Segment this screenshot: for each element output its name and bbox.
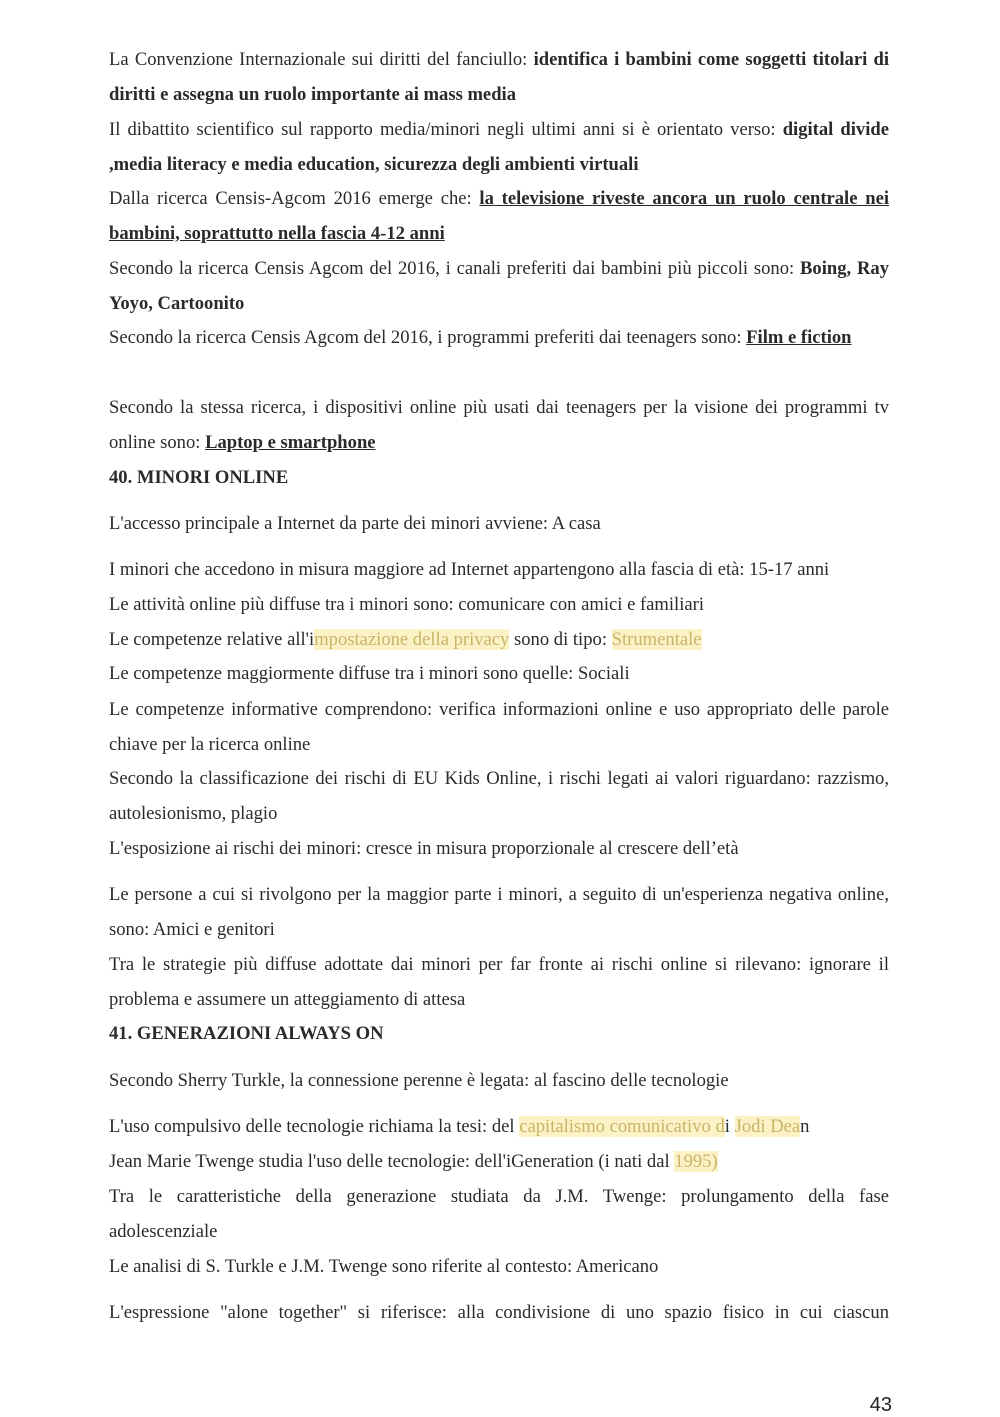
paragraph-attivita: Le attività online più diffuse tra i minori sono: comunicare con amici e familiari [109,594,704,615]
paragraph-text: L'uso compulsivo delle tecnologie richiama la tesi: del [109,1116,520,1137]
paragraph-jodi-dean [109,1110,889,1145]
paragraph-competenze-informative: Le competenze informative comprendono: verifica informazioni online e uso appropriato delle parole chiave per la ricerca online [109,699,889,755]
paragraph-alone-together: L'espressione "alone together" si riferisce: alla condivisione di uno spazio fisico in cui ciascun [109,1302,889,1323]
section-heading-41: 41. GENERAZIONI ALWAYS ON [109,1023,384,1044]
paragraph-dispositivi [109,391,889,461]
paragraph-answer: identifica i bambini come soggetti titolari di diritti e assegna un ruolo importante ai mass media [109,49,889,105]
paragraph-fascia-eta: I minori che accedono in misura maggiore ad Internet appartengono alla fascia di età: 15-17 anni [109,559,830,580]
paragraph-text: Jean Marie Twenge studia l'uso delle tecnologie: dell'iGeneration (i nati dal [109,1151,675,1172]
paragraph-persone: Le persone a cui si rivolgono per la maggior parte i minori, a seguito di un'esperienza negativa online, sono: Amici e genitori [109,884,889,940]
highlight: capitalismo comunicativo d [519,1116,725,1137]
paragraph-turkle: Secondo Sherry Turkle, la connessione perenne è legata: al fascino delle tecnologie [109,1070,729,1091]
paragraph-answer: digital divide ,media literacy e media education, sicurezza degli ambienti virtuali [109,119,889,175]
page-number: 43 [869,1394,892,1416]
paragraph-answer: la televisione riveste ancora un ruolo centrale nei bambini, soprattutto nella fascia 4-12 anni [109,188,889,244]
paragraph-esposizione: L'esposizione ai rischi dei minori: cresce in misura proporzionale al crescere dell’età [109,838,739,859]
paragraph-privacy [109,623,889,658]
paragraph-text: Il dibattito scientifico sul rapporto media/minori negli ultimi anni si è orientato verso: [109,119,783,140]
section-heading-40: 40. MINORI ONLINE [109,467,289,488]
paragraph-contesto: Le analisi di S. Turkle e J.M. Twenge sono riferite al contesto: Americano [109,1256,659,1277]
paragraph-accesso: L'accesso principale a Internet da parte dei minori avviene: A casa [109,513,601,534]
paragraph-answer: Laptop e smartphone [205,431,376,453]
paragraph-censis-2016 [109,182,889,252]
highlight: 1995) [674,1151,718,1172]
paragraph-dibattito [109,113,889,183]
paragraph-text: Le competenze relative all'i [109,629,315,650]
highlight: Jodi Dea [734,1116,801,1137]
paragraph-text: i [724,1116,735,1137]
paragraph-competenze-sociali: Le competenze maggiormente diffuse tra i minori sono quelle: Sociali [109,663,630,684]
paragraph-answer: Film e fiction [746,327,852,348]
paragraph-text: Dalla ricerca Censis-Agcom 2016 emerge che: [109,188,480,209]
paragraph-caratteristiche: Tra le caratteristiche della generazione studiata da J.M. Twenge: prolungamento della fase adolescenziale [109,1186,889,1242]
paragraph-text: Secondo la stessa ricerca, i dispositivi online più usati dai teenagers per la visione dei programmi tv online sono: [109,397,889,453]
paragraph-rischi-valori: Secondo la classificazione dei rischi di EU Kids Online, i rischi legati ai valori riguardano: razzismo, autolesionismo, plagio [109,768,889,824]
paragraph-text: Secondo la ricerca Censis Agcom del 2016, i programmi preferiti dai teenagers sono: [109,327,747,348]
paragraph-text: Secondo la ricerca Censis Agcom del 2016, i canali preferiti dai bambini più piccoli sono: [109,258,800,279]
paragraph-strategie: Tra le strategie più diffuse adottate dai minori per far fronte ai rischi online si rilevano: ignorare il problema e assumere un atteggiamento di attesa [109,954,889,1010]
paragraph-twenge [109,1145,889,1180]
paragraph-answer: Boing, Ray Yoyo, Cartoonito [109,258,889,314]
paragraph-text: n [800,1116,810,1137]
highlight: Strumentale [611,629,702,650]
paragraph-text: sono di tipo: [509,629,612,650]
paragraph-programmi [109,321,889,356]
highlight: mpostazione della privacy [314,629,510,650]
paragraph-convenzione [109,43,889,113]
paragraph-text: La Convenzione Internazionale sui diritti del fanciullo: [109,49,534,70]
paragraph-canali [109,252,889,322]
